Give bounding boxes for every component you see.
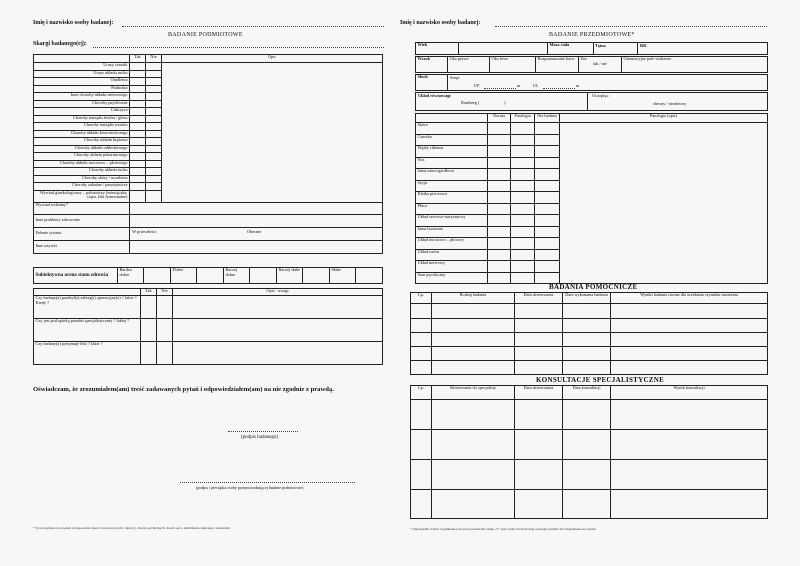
rating-checkbox[interactable]: [197, 268, 224, 284]
left-exam-title: BADANIE PODMIOTOWE: [168, 32, 243, 38]
rating-option-label: Słabe: [330, 268, 356, 284]
no-cell[interactable]: [157, 319, 173, 342]
yes-cell[interactable]: [130, 130, 146, 138]
complaints-field[interactable]: [93, 47, 384, 48]
rating-checkbox[interactable]: [303, 268, 330, 284]
aux-cell[interactable]: [432, 304, 515, 319]
aux-row[interactable]: [411, 361, 768, 375]
consult-cell[interactable]: [432, 490, 515, 519]
up-value-field[interactable]: [484, 88, 516, 89]
organ-label: Czaszka: [416, 134, 488, 146]
pathology-cell[interactable]: [511, 157, 535, 169]
organs-header-norm: Norma: [488, 114, 511, 123]
no-cell[interactable]: [146, 70, 162, 78]
consult-row[interactable]: [411, 490, 768, 519]
not-examined-cell[interactable]: [535, 146, 560, 158]
no-cell[interactable]: [146, 138, 162, 146]
aux-cell[interactable]: [411, 333, 432, 347]
colors-label: Rozpoznawanie barw: [536, 57, 579, 73]
no-cell[interactable]: [157, 296, 173, 319]
yes-cell[interactable]: [130, 168, 146, 176]
no-cell[interactable]: [146, 63, 162, 71]
no-cell[interactable]: [146, 93, 162, 101]
pathology-cell[interactable]: [511, 123, 535, 135]
health-rating-label: Subiektywna ocena stanu zdrowia: [34, 268, 118, 284]
up-label: UP: [474, 83, 480, 88]
left-footnote: * W szczególności pod kątem występowania chorób: nowotworowych, cukrzycy, chorób psychicznych, chorób serca, nadciśnienia tętniczego i uzależnień: [33, 526, 230, 530]
organs-table: [415, 113, 768, 284]
not-examined-cell[interactable]: [535, 169, 560, 181]
consult-cell[interactable]: [432, 460, 515, 490]
pathology-cell[interactable]: [511, 261, 535, 273]
norm-cell[interactable]: [488, 169, 511, 181]
question-label: Czy jest pod opieką poradni specjalistycznej ? Jakiej ?: [34, 319, 141, 342]
other-problems-field[interactable]: [130, 214, 383, 227]
consult-row[interactable]: [411, 430, 768, 460]
not-examined-cell[interactable]: [535, 249, 560, 261]
consult-cell[interactable]: [432, 430, 515, 460]
consult-row[interactable]: [411, 460, 768, 490]
organ-label: Płuca: [416, 203, 488, 215]
pathology-cell[interactable]: [511, 203, 535, 215]
patient-signature-caption: (podpis badanego): [241, 435, 279, 440]
other-substances-label: Inne używki: [34, 240, 130, 253]
rating-checkbox[interactable]: [250, 268, 277, 284]
norm-cell[interactable]: [488, 261, 511, 273]
history-row-label: Urazy układu ruchu: [34, 70, 130, 78]
yes-cell[interactable]: [130, 100, 146, 108]
doctor-signature-line[interactable]: [180, 482, 355, 483]
consult-cell[interactable]: [515, 400, 563, 430]
organ-label: Klatka piersiowa: [416, 192, 488, 204]
organs-header-pathology: Patologia: [511, 114, 535, 123]
aux-cell[interactable]: [432, 319, 515, 333]
history-row-label: Choroby układu oddechowego: [34, 145, 130, 153]
aux-row[interactable]: [411, 347, 768, 361]
aux-cell[interactable]: [411, 347, 432, 361]
right-footnote: * Odpowiednio dobrać wypełnienie pola przez postawienie znaku „V” przy ocenie stwierdzonego patologii poniższe bez uzupełnienia się opisem: [410, 527, 596, 531]
norm-cell[interactable]: [488, 192, 511, 204]
family-history-field[interactable]: [130, 202, 383, 214]
yes-cell[interactable]: [130, 108, 146, 116]
declaration-text: Oświadczam, że zrozumiałem(am) treść zadawanych pytań i odpowiedziałem(am) na nie zgodnie z prawdą.: [33, 386, 334, 393]
right-eye-label: Oko prawe: [448, 57, 490, 73]
consult-title: KONSULTACJE SPECJALISTYCZNE: [536, 376, 665, 384]
consult-cell[interactable]: [563, 430, 611, 460]
norm-cell[interactable]: [488, 134, 511, 146]
no-cell[interactable]: [146, 130, 162, 138]
consult-cell[interactable]: [611, 400, 768, 430]
pathology-cell[interactable]: [511, 134, 535, 146]
organ-label: Układ ruchu: [416, 249, 488, 261]
history-row-label: Choroby układu krwiotwórczego: [34, 130, 130, 138]
no-cell[interactable]: [146, 145, 162, 153]
aux-cell[interactable]: [563, 361, 611, 375]
norm-cell[interactable]: [488, 146, 511, 158]
consult-cell[interactable]: [411, 400, 432, 430]
organ-label: Układ nerwowy: [416, 261, 488, 273]
no-cell[interactable]: [146, 175, 162, 183]
aux-cell[interactable]: [411, 319, 432, 333]
no-cell[interactable]: [146, 123, 162, 131]
no-cell[interactable]: [146, 183, 162, 191]
not-examined-cell[interactable]: [535, 272, 560, 284]
not-examined-cell[interactable]: [535, 134, 560, 146]
consult-cell[interactable]: [515, 490, 563, 519]
romberg-close: ): [504, 100, 506, 105]
questions-header-no: Nie: [157, 289, 173, 296]
yes-cell[interactable]: [130, 63, 146, 71]
norm-cell[interactable]: [488, 180, 511, 192]
aux-header-referral-date: Data skierowania: [515, 293, 563, 304]
organs-header-description: Patologia (opis): [560, 114, 768, 123]
rating-checkbox[interactable]: [356, 268, 383, 284]
yes-cell[interactable]: [130, 138, 146, 146]
no-cell[interactable]: [146, 153, 162, 161]
consult-cell[interactable]: [411, 490, 432, 519]
aux-title: BADANIA POMOCNICZE: [549, 283, 638, 291]
consult-header-specialist: Skierowanie do specjalisty: [432, 386, 515, 400]
aux-cell[interactable]: [515, 361, 563, 375]
pathology-cell[interactable]: [511, 272, 535, 284]
whisper-label: Szept: [450, 75, 460, 80]
nystagmus-cell[interactable]: [588, 93, 768, 111]
yes-cell[interactable]: [141, 319, 157, 342]
smoking-current-label: Obecnie: [247, 228, 262, 234]
no-cell[interactable]: [146, 190, 162, 202]
norm-cell[interactable]: [488, 249, 511, 261]
ul-label: UL: [533, 83, 539, 88]
yes-cell[interactable]: [130, 93, 146, 101]
organ-label: Węzły chłonne: [416, 146, 488, 158]
yes-cell[interactable]: [130, 123, 146, 131]
pathology-cell[interactable]: [511, 249, 535, 261]
aux-cell[interactable]: [611, 333, 768, 347]
complaints-label: Skargi badanego(ej):: [33, 41, 87, 47]
aux-cell[interactable]: [611, 361, 768, 375]
norm-cell[interactable]: [488, 238, 511, 250]
rr-label: RR: [640, 43, 647, 48]
organ-label: Szyja: [416, 180, 488, 192]
history-desc-cell[interactable]: [162, 63, 383, 203]
not-examined-cell[interactable]: [535, 238, 560, 250]
smoking-label: Palenie tytoniu: [34, 227, 130, 240]
not-examined-cell[interactable]: [535, 215, 560, 227]
aux-header-lp: Lp.: [411, 293, 432, 304]
pathology-cell[interactable]: [511, 215, 535, 227]
consult-header-lp: Lp.: [411, 386, 432, 400]
ul-value-field[interactable]: [543, 88, 575, 89]
family-history-label: Wywiad rodzinny*: [34, 202, 130, 214]
aux-cell[interactable]: [611, 319, 768, 333]
no-cell[interactable]: [157, 342, 173, 365]
history-row-label: Choroby zakaźne / pasożytnicze: [34, 183, 130, 191]
age-field[interactable]: [459, 43, 548, 55]
history-row-label: Padaczka: [34, 85, 130, 93]
organ-label: Skóra: [416, 123, 488, 135]
consult-cell[interactable]: [563, 460, 611, 490]
other-substances-field[interactable]: [130, 240, 383, 253]
aux-cell[interactable]: [411, 361, 432, 375]
no-cell[interactable]: [146, 85, 162, 93]
no-cell[interactable]: [146, 108, 162, 116]
yes-cell[interactable]: [130, 175, 146, 183]
history-row-label: Wywiad ginekologiczny – położniczy (miesiączka, ciąża, leki hormonalne): [34, 190, 130, 202]
left-name-field[interactable]: [122, 26, 384, 27]
aux-cell[interactable]: [563, 347, 611, 361]
not-examined-cell[interactable]: [535, 226, 560, 238]
rating-option-label: Dobre: [171, 268, 197, 284]
yes-cell[interactable]: [130, 160, 146, 168]
rating-option-label: Raczej dobre: [224, 268, 250, 284]
history-row-label: Choroby psychiczne: [34, 100, 130, 108]
organ-label: Nos: [416, 157, 488, 169]
yes-cell[interactable]: [130, 153, 146, 161]
hearing-table: [415, 74, 768, 91]
history-row-label: Choroby układu pokarmowego: [34, 153, 130, 161]
history-row-label: Choroby narządu słuchu / głosu: [34, 115, 130, 123]
no-cell[interactable]: [146, 78, 162, 86]
aux-cell[interactable]: [515, 347, 563, 361]
remarks-cell[interactable]: [173, 342, 383, 365]
aux-header-type: Rodzaj badania: [432, 293, 515, 304]
question-label: Czy badany(a) przyjmuje leki ? Jakie ?: [34, 342, 141, 365]
pathology-cell[interactable]: [511, 180, 535, 192]
aux-cell[interactable]: [611, 347, 768, 361]
doctor-signature-caption: (podpis i pieczątka osoby przeprowadzającej badanie podmiotowe): [196, 485, 304, 490]
consult-table: [410, 385, 768, 519]
history-table: [33, 54, 383, 254]
history-header-no: Nie: [146, 55, 162, 63]
aux-cell[interactable]: [515, 319, 563, 333]
right-name-label: Imię i nazwisko osoby badanej:: [400, 20, 481, 26]
vision-table: [415, 56, 768, 73]
not-examined-cell[interactable]: [535, 180, 560, 192]
rating-checkbox[interactable]: [144, 268, 171, 284]
nystagmus-values: obecny / nieobecny: [653, 101, 687, 106]
aux-table: [410, 292, 768, 375]
norm-cell[interactable]: [488, 215, 511, 227]
balance-cell[interactable]: [416, 93, 588, 111]
yes-cell[interactable]: [141, 342, 157, 365]
nystagmus-label: Oczopląs:: [592, 93, 610, 98]
history-row-label: Choroby narządu wzroku: [34, 123, 130, 131]
vision-label: Wzrok: [416, 57, 448, 73]
yes-cell[interactable]: [130, 183, 146, 191]
consult-cell[interactable]: [432, 400, 515, 430]
pulse-label: Tętno: [595, 43, 606, 48]
pulse-rr-cell[interactable]: [595, 43, 768, 55]
consult-cell[interactable]: [611, 430, 768, 460]
smoking-past-label: W przeszłości: [132, 228, 157, 234]
organ-label: Układ sercowo-naczyniowy: [416, 215, 488, 227]
consult-header-referral-date: Data skierowania: [515, 386, 563, 400]
remarks-cell[interactable]: [173, 319, 383, 342]
aux-row[interactable]: [411, 333, 768, 347]
aux-cell[interactable]: [611, 304, 768, 319]
not-examined-cell[interactable]: [535, 203, 560, 215]
aux-cell[interactable]: [515, 304, 563, 319]
rating-option-label: Bardzo dobre: [118, 268, 144, 284]
aux-cell[interactable]: [411, 304, 432, 319]
health-rating-table: [33, 267, 383, 284]
aux-cell[interactable]: [563, 304, 611, 319]
pathology-cell[interactable]: [511, 169, 535, 181]
no-cell[interactable]: [146, 115, 162, 123]
patient-signature-line[interactable]: [228, 431, 298, 432]
pathology-cell[interactable]: [511, 146, 535, 158]
consult-cell[interactable]: [611, 460, 768, 490]
right-exam-title: BADANIE PRZEDMIOTOWE*: [549, 32, 635, 38]
pathology-cell[interactable]: [511, 226, 535, 238]
pathology-cell[interactable]: [511, 238, 535, 250]
history-row-label: Inne choroby układu nerwowego: [34, 93, 130, 101]
ul-unit: m: [576, 83, 580, 88]
squint-cell[interactable]: [579, 57, 622, 73]
consult-header-result: Wynik konsultacji: [611, 386, 768, 400]
yes-cell[interactable]: [130, 115, 146, 123]
consult-cell[interactable]: [411, 460, 432, 490]
consult-cell[interactable]: [411, 430, 432, 460]
organ-label: Jama brzuszna: [416, 226, 488, 238]
up-unit: m: [517, 83, 521, 88]
aux-cell[interactable]: [563, 319, 611, 333]
consult-cell[interactable]: [563, 400, 611, 430]
consult-cell[interactable]: [563, 490, 611, 519]
not-examined-cell[interactable]: [535, 157, 560, 169]
organ-label: Układ moczowo – płciowy: [416, 238, 488, 250]
questions-table: [33, 288, 383, 365]
not-examined-cell[interactable]: [535, 123, 560, 135]
smoking-fields[interactable]: [130, 227, 383, 240]
history-header-desc: Opis: [162, 55, 383, 63]
consult-row[interactable]: [411, 400, 768, 430]
hearing-field[interactable]: [448, 75, 768, 91]
hearing-label: Słuch: [416, 75, 448, 91]
questions-header-desc: Opis - uwagi: [173, 289, 383, 296]
history-row-label: Urazy czaszki: [34, 63, 130, 71]
field-label: Orientacyjne pole widzenia: [622, 57, 768, 73]
norm-cell[interactable]: [488, 157, 511, 169]
vitals-table: [415, 42, 768, 55]
organ-label: Jama ustno-gardłowa: [416, 169, 488, 181]
organ-label: Stan psychiczny: [416, 272, 488, 284]
consult-cell[interactable]: [611, 490, 768, 519]
aux-header-results: Wyniki badania istotne dla orzekania czynnika narażenia: [611, 293, 768, 304]
question-label: Czy badany(a) przebył(a) zabieg(i) operacyjny(e) ? Jakie ? Kiedy ?: [34, 296, 141, 319]
balance-table: [415, 92, 768, 111]
history-row-label: Omdlenia: [34, 78, 130, 86]
no-cell[interactable]: [146, 100, 162, 108]
pathology-description-cell[interactable]: [560, 123, 768, 284]
squint-yes-no: tak / nie: [593, 60, 607, 66]
norm-cell[interactable]: [488, 123, 511, 135]
aux-row[interactable]: [411, 304, 768, 319]
yes-cell[interactable]: [130, 78, 146, 86]
consult-cell[interactable]: [515, 460, 563, 490]
yes-cell[interactable]: [130, 145, 146, 153]
rating-option-label: Raczej słabe: [277, 268, 303, 284]
pathology-cell[interactable]: [511, 192, 535, 204]
age-label: Wiek: [416, 43, 459, 55]
aux-header-exam-date: Data wykonania badania: [563, 293, 611, 304]
history-row-label: Choroby układu krążenia: [34, 138, 130, 146]
norm-cell[interactable]: [488, 226, 511, 238]
consult-cell[interactable]: [515, 430, 563, 460]
yes-cell[interactable]: [130, 85, 146, 93]
norm-cell[interactable]: [488, 272, 511, 284]
yes-cell[interactable]: [130, 70, 146, 78]
balance-label: Układ równowagi: [418, 93, 451, 98]
history-header-yes: Tak: [130, 55, 146, 63]
aux-cell[interactable]: [432, 361, 515, 375]
remarks-cell[interactable]: [173, 296, 383, 319]
history-row-label: Choroby układu ruchu: [34, 168, 130, 176]
organs-header-not-examined: Nie badano: [535, 114, 560, 123]
yes-cell[interactable]: [130, 190, 146, 202]
not-examined-cell[interactable]: [535, 261, 560, 273]
right-name-field[interactable]: [495, 26, 767, 27]
questions-header-yes: Tak: [141, 289, 157, 296]
yes-cell[interactable]: [141, 296, 157, 319]
aux-cell[interactable]: [432, 333, 515, 347]
left-name-label: Imię i nazwisko osoby badanej:: [33, 20, 114, 26]
aux-row[interactable]: [411, 319, 768, 333]
romberg-label: Romberg (: [461, 100, 480, 105]
aux-cell[interactable]: [515, 333, 563, 347]
other-problems-label: Inne problemy zdrowotne: [34, 214, 130, 227]
no-cell[interactable]: [146, 160, 162, 168]
aux-cell[interactable]: [432, 347, 515, 361]
history-row-label: Cukrzyca: [34, 108, 130, 116]
norm-cell[interactable]: [488, 203, 511, 215]
squint-label: Zez: [580, 56, 587, 61]
history-row-label: Choroby skóry / uczulenia: [34, 175, 130, 183]
history-row-label: Choroby układu moczowo – płciowego: [34, 160, 130, 168]
no-cell[interactable]: [146, 168, 162, 176]
weight-label: Masa ciała: [548, 43, 594, 55]
consult-header-consult-date: Data konsultacji: [563, 386, 611, 400]
aux-cell[interactable]: [563, 333, 611, 347]
left-eye-label: Oko lewe: [490, 57, 536, 73]
not-examined-cell[interactable]: [535, 192, 560, 204]
